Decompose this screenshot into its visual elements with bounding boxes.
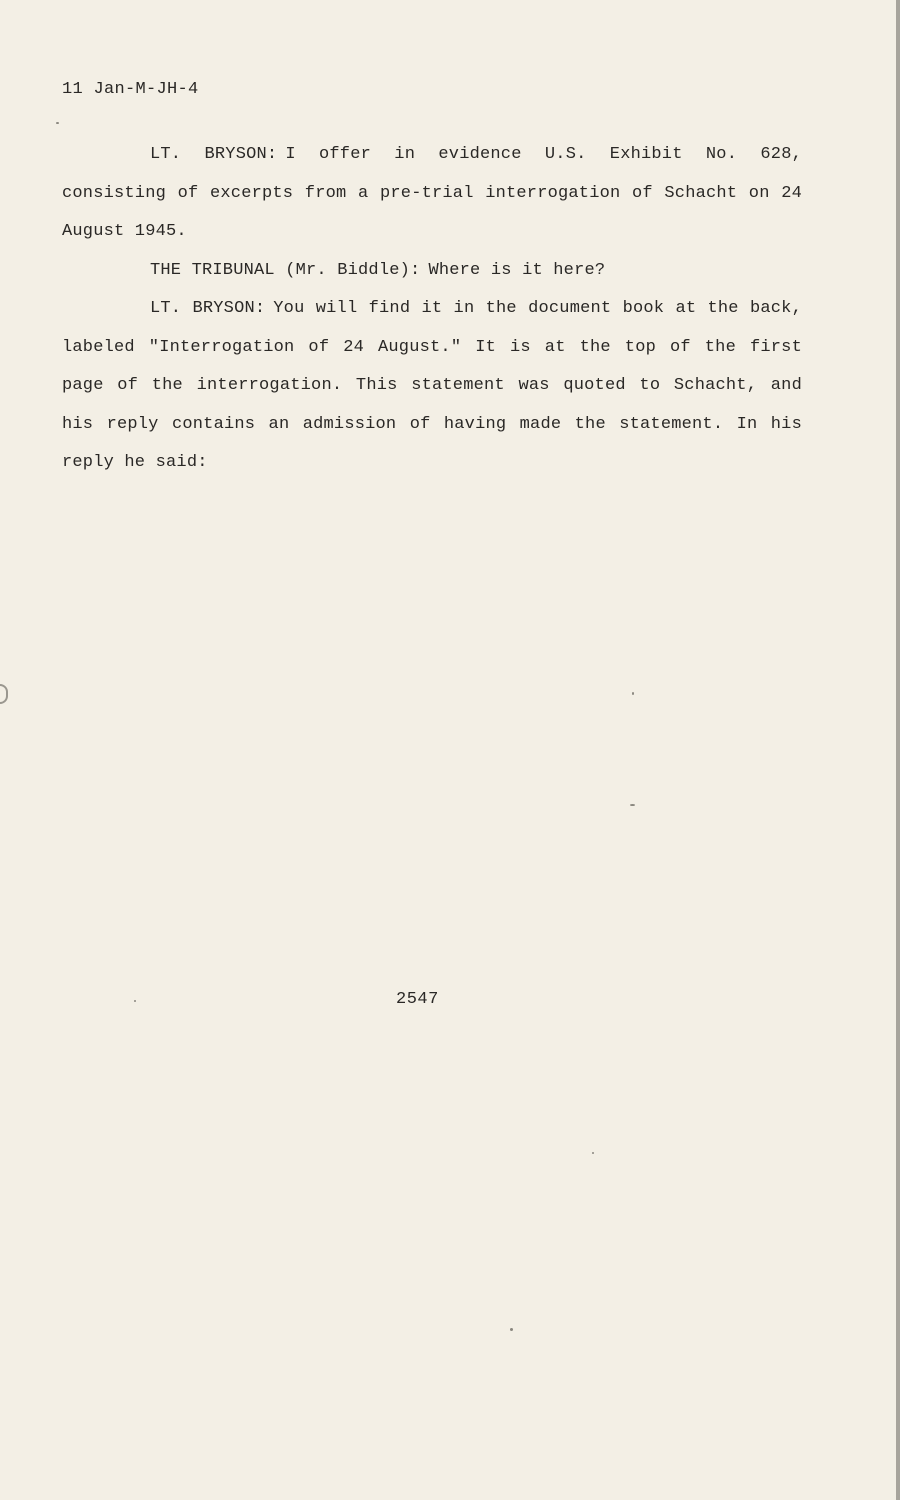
speaker-label: LT. BRYSON: — [150, 145, 278, 164]
paper-edge-mark — [0, 684, 8, 704]
paper-speck — [630, 804, 635, 806]
paragraph-tribunal-question — [62, 252, 802, 291]
paper-speck — [592, 1152, 594, 1154]
paragraph-text: You will find it in the document book at the back, labeled "Interrogation of 24 August." It is at the top of the first page of the interrogation. This statement was quoted to Schacht, and his reply contains an admission of having made the statement. In his reply he said: — [62, 299, 802, 472]
paper-speck — [56, 122, 59, 124]
speaker-label: THE TRIBUNAL (Mr. Biddle): — [150, 260, 421, 280]
paper-speck — [134, 1000, 136, 1002]
transcript-body — [62, 136, 802, 483]
speaker-label: LT. BRYSON: — [150, 299, 266, 318]
paragraph-text: Where is it here? — [428, 260, 606, 280]
page-number: 2547 — [396, 990, 439, 1009]
paragraph-bryson-offer — [62, 136, 802, 252]
document-reference: 11 Jan-M-JH-4 — [62, 80, 199, 99]
paragraph-bryson-answer — [62, 290, 802, 483]
paper-speck — [632, 692, 634, 695]
paper-speck — [510, 1328, 513, 1331]
paragraph-text: I offer in evidence U.S. Exhibit No. 628, consisting of excerpts from a pre-trial interrogation of Schacht on 24 August 1945. — [62, 145, 803, 241]
